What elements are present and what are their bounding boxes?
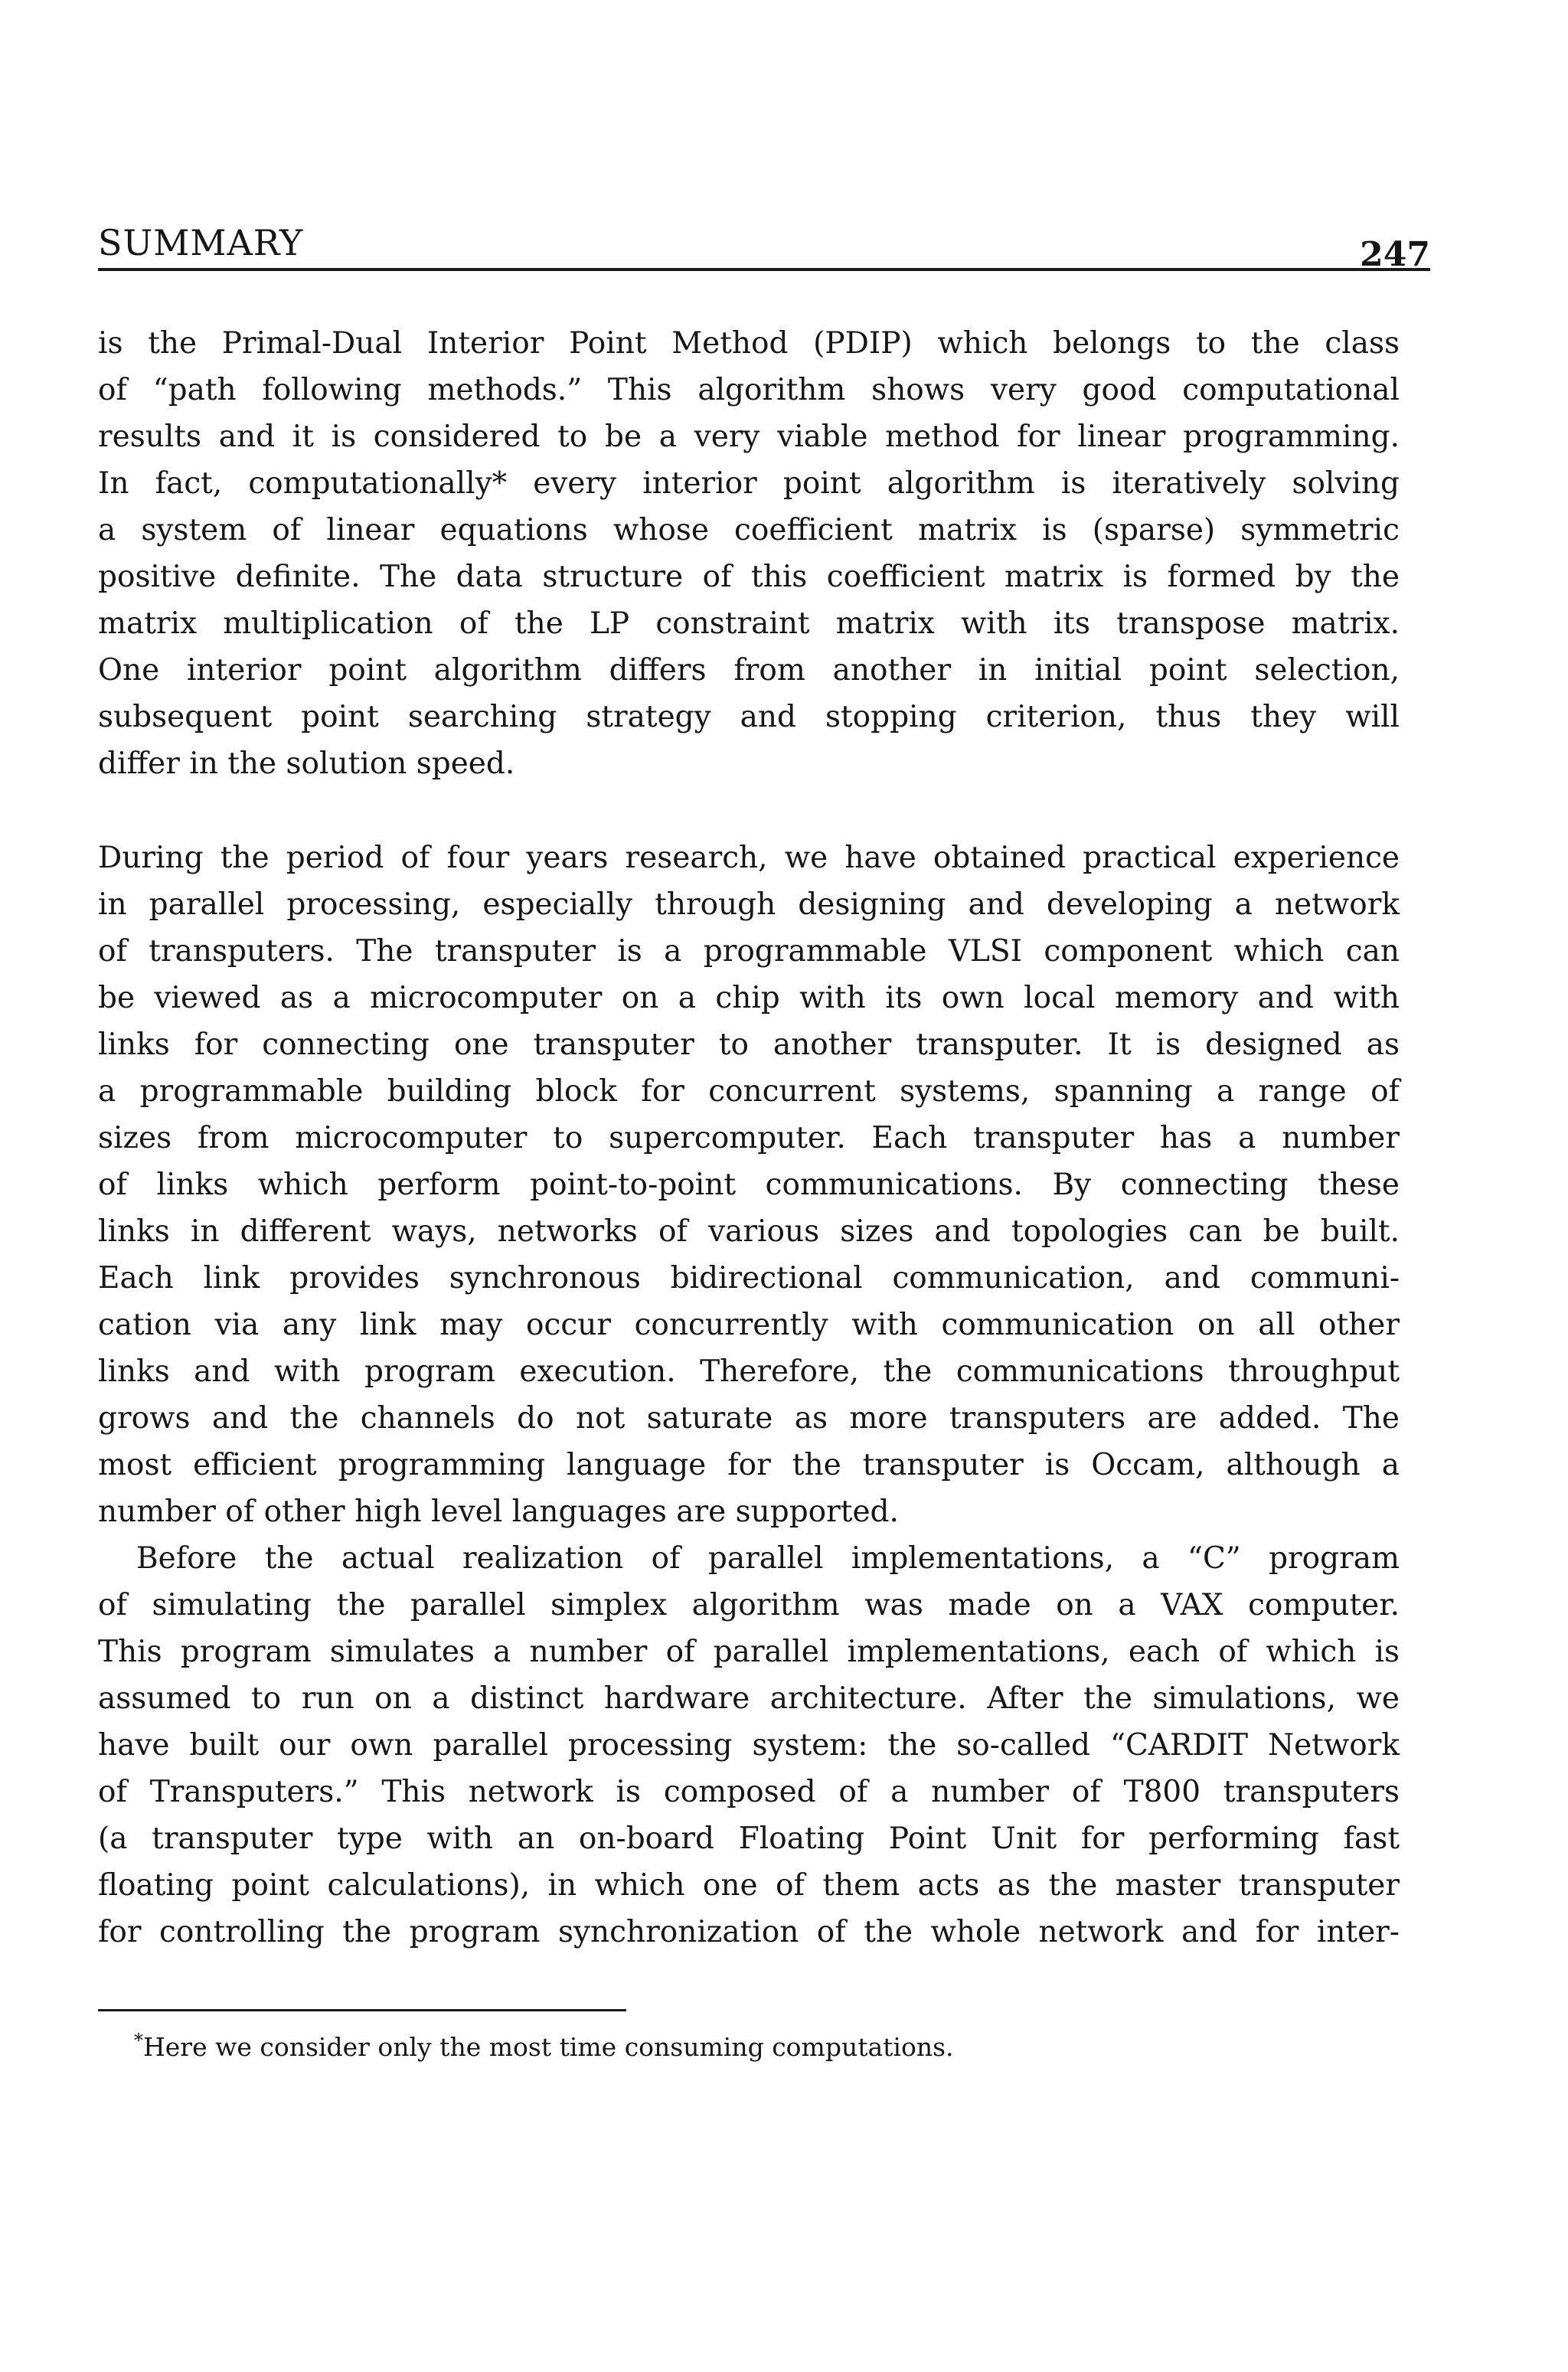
footnote (134, 2024, 954, 2064)
text-line: positive definite. The data structure of this coefficient matrix is formed by the (98, 560, 1400, 594)
footnote-rule (98, 2009, 626, 2011)
paragraph (98, 320, 1400, 787)
text-line: cation via any link may occur concurrently with communication on all other (98, 1308, 1400, 1342)
text-line: grows and the channels do not saturate as more transputers are added. The (98, 1401, 1400, 1436)
text-line: During the period of four years research, we have obtained practical experience (98, 841, 1400, 875)
text-line: This program simulates a number of parallel implementations, each of which is (98, 1635, 1400, 1669)
text-line: of “path following methods.” This algorithm shows very good computational (98, 373, 1400, 407)
text-line: a programmable building block for concurrent systems, spanning a range of (98, 1074, 1400, 1109)
text-line: Each link provides synchronous bidirectional communication, and communi- (98, 1261, 1400, 1295)
paragraph (98, 1535, 1400, 1955)
page-number: 247 (1360, 235, 1430, 274)
text-line: of transputers. The transputer is a programmable VLSI component which can (98, 934, 1400, 969)
text-line: assumed to run on a distinct hardware architecture. After the simulations, we (98, 1681, 1400, 1716)
text-line: subsequent point searching strategy and stopping criterion, thus they will (98, 700, 1400, 734)
text-line: be viewed as a microcomputer on a chip with its own local memory and with (98, 981, 1400, 1015)
text-line: floating point calculations), in which one of them acts as the master transputer (98, 1868, 1400, 1903)
text-line: One interior point algorithm differs from another in initial point selection, (98, 653, 1400, 688)
text-line: of links which perform point-to-point communications. By connecting these (98, 1168, 1400, 1202)
text-line: differ in the solution speed. (98, 747, 515, 781)
text-line: sizes from microcomputer to supercomputer. Each transputer has a number (98, 1121, 1400, 1155)
body-text (98, 320, 1400, 1955)
text-line: most efficient programming language for the transputer is Occam, although a (98, 1448, 1400, 1482)
text-line: Before the actual realization of parallel implementations, a “C” program (136, 1541, 1400, 1576)
text-line: in parallel processing, especially through designing and developing a network (98, 887, 1400, 922)
text-line: number of other high level languages are supported. (98, 1495, 899, 1529)
footnote-text: Here we consider only the most time consuming computations. (143, 2032, 954, 2062)
text-line: links and with program execution. Therefore, the communications throughput (98, 1354, 1400, 1389)
text-line: for controlling the program synchronization of the whole network and for inter- (98, 1915, 1400, 1949)
text-line: have built our own parallel processing system: the so-called “CARDIT Network (98, 1728, 1400, 1763)
text-line: matrix multiplication of the LP constraint matrix with its transpose matrix. (98, 606, 1400, 641)
text-line: of simulating the parallel simplex algorithm was made on a VAX computer. (98, 1588, 1400, 1622)
page-header (98, 207, 1430, 274)
text-line: is the Primal-Dual Interior Point Method (PDIP) which belongs to the class (98, 326, 1400, 361)
text-line: results and it is considered to be a very viable method for linear programming. (98, 420, 1400, 454)
running-head: SUMMARY (98, 222, 304, 263)
text-line: links in different ways, networks of various sizes and topologies can be built. (98, 1214, 1400, 1249)
text-line: a system of linear equations whose coefficient matrix is (sparse) symmetric (98, 513, 1400, 547)
text-line: of Transputers.” This network is composed of a number of T800 transputers (98, 1775, 1400, 1809)
footnote-marker: * (134, 2030, 143, 2051)
text-line: (a transputer type with an on-board Floating Point Unit for performing fast (98, 1821, 1400, 1856)
text-line: In fact, computationally* every interior point algorithm is iteratively solving (98, 466, 1400, 501)
text-line: links for connecting one transputer to another transputer. It is designed as (98, 1028, 1400, 1062)
paragraph (98, 835, 1400, 1535)
